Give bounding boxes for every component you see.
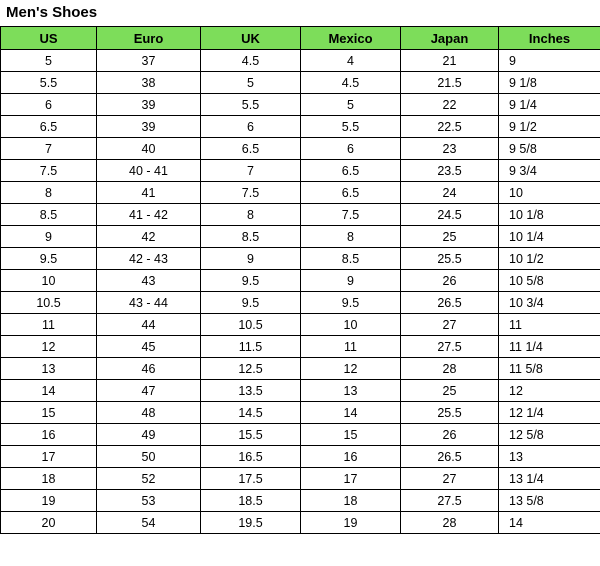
cell-uk: 5.5 [201,94,301,116]
cell-uk: 19.5 [201,512,301,534]
cell-uk: 6.5 [201,138,301,160]
table-row [1,490,600,512]
cell-euro: 37 [97,50,201,72]
cell-inches: 9 1/8 [499,72,600,94]
cell-uk: 12.5 [201,358,301,380]
table-row [1,160,600,182]
cell-inches: 9 1/2 [499,116,600,138]
cell-mexico: 15 [301,424,401,446]
cell-inches: 9 5/8 [499,138,600,160]
cell-uk: 9 [201,248,301,270]
cell-us: 7 [1,138,97,160]
cell-uk: 6 [201,116,301,138]
cell-euro: 44 [97,314,201,336]
cell-mexico: 14 [301,402,401,424]
table-row [1,116,600,138]
cell-euro: 43 - 44 [97,292,201,314]
cell-us: 6 [1,94,97,116]
cell-inches: 9 1/4 [499,94,600,116]
table-row [1,50,600,72]
column-header-inches: Inches [499,27,600,50]
cell-japan: 28 [401,358,499,380]
cell-japan: 27.5 [401,490,499,512]
cell-us: 18 [1,468,97,490]
cell-us: 5.5 [1,72,97,94]
cell-us: 16 [1,424,97,446]
cell-euro: 47 [97,380,201,402]
cell-uk: 15.5 [201,424,301,446]
cell-us: 7.5 [1,160,97,182]
table-row [1,512,600,534]
cell-inches: 13 1/4 [499,468,600,490]
cell-uk: 13.5 [201,380,301,402]
cell-inches: 11 5/8 [499,358,600,380]
cell-inches: 10 5/8 [499,270,600,292]
cell-inches: 10 [499,182,600,204]
cell-euro: 39 [97,94,201,116]
table-row [1,226,600,248]
cell-inches: 10 3/4 [499,292,600,314]
cell-mexico: 8 [301,226,401,248]
cell-us: 9 [1,226,97,248]
table-header-row [1,27,600,50]
cell-japan: 25 [401,380,499,402]
column-header-euro: Euro [97,27,201,50]
table-row [1,336,600,358]
cell-japan: 22 [401,94,499,116]
table-row [1,182,600,204]
cell-euro: 43 [97,270,201,292]
cell-us: 10 [1,270,97,292]
table-row [1,380,600,402]
table-row [1,314,600,336]
cell-mexico: 4 [301,50,401,72]
cell-japan: 22.5 [401,116,499,138]
table-row [1,248,600,270]
cell-us: 13 [1,358,97,380]
cell-mexico: 6 [301,138,401,160]
cell-uk: 5 [201,72,301,94]
cell-mexico: 5 [301,94,401,116]
cell-us: 8.5 [1,204,97,226]
table-row [1,446,600,468]
cell-uk: 8 [201,204,301,226]
column-header-japan: Japan [401,27,499,50]
cell-euro: 53 [97,490,201,512]
cell-euro: 45 [97,336,201,358]
cell-inches: 13 [499,446,600,468]
cell-japan: 23.5 [401,160,499,182]
cell-japan: 28 [401,512,499,534]
cell-mexico: 19 [301,512,401,534]
table-row [1,468,600,490]
cell-us: 17 [1,446,97,468]
cell-us: 10.5 [1,292,97,314]
cell-euro: 38 [97,72,201,94]
cell-mexico: 17 [301,468,401,490]
cell-mexico: 9.5 [301,292,401,314]
table-header [1,27,600,50]
cell-japan: 25.5 [401,248,499,270]
cell-euro: 39 [97,116,201,138]
cell-euro: 41 - 42 [97,204,201,226]
table-row [1,402,600,424]
cell-mexico: 16 [301,446,401,468]
cell-mexico: 10 [301,314,401,336]
cell-japan: 27.5 [401,336,499,358]
table-row [1,270,600,292]
cell-mexico: 13 [301,380,401,402]
cell-japan: 26.5 [401,446,499,468]
cell-uk: 4.5 [201,50,301,72]
cell-mexico: 6.5 [301,182,401,204]
cell-euro: 42 - 43 [97,248,201,270]
cell-japan: 24.5 [401,204,499,226]
cell-euro: 54 [97,512,201,534]
cell-euro: 40 - 41 [97,160,201,182]
cell-japan: 26 [401,424,499,446]
cell-uk: 8.5 [201,226,301,248]
cell-euro: 42 [97,226,201,248]
cell-mexico: 9 [301,270,401,292]
cell-mexico: 6.5 [301,160,401,182]
cell-uk: 9.5 [201,292,301,314]
cell-inches: 12 1/4 [499,402,600,424]
cell-uk: 11.5 [201,336,301,358]
cell-inches: 11 1/4 [499,336,600,358]
cell-inches: 14 [499,512,600,534]
page-title: Men's Shoes [6,4,98,21]
cell-mexico: 11 [301,336,401,358]
cell-japan: 23 [401,138,499,160]
column-header-mexico: Mexico [301,27,401,50]
cell-inches: 11 [499,314,600,336]
cell-euro: 48 [97,402,201,424]
cell-japan: 27 [401,314,499,336]
cell-japan: 26.5 [401,292,499,314]
cell-inches: 12 [499,380,600,402]
bottom-spacer [0,534,600,552]
cell-japan: 25.5 [401,402,499,424]
cell-euro: 49 [97,424,201,446]
cell-japan: 24 [401,182,499,204]
cell-mexico: 18 [301,490,401,512]
cell-us: 9.5 [1,248,97,270]
cell-inches: 10 1/2 [499,248,600,270]
cell-mexico: 8.5 [301,248,401,270]
cell-us: 6.5 [1,116,97,138]
cell-us: 11 [1,314,97,336]
column-header-uk: UK [201,27,301,50]
table-row [1,292,600,314]
cell-mexico: 5.5 [301,116,401,138]
cell-us: 14 [1,380,97,402]
cell-japan: 26 [401,270,499,292]
size-chart-table [0,26,600,534]
cell-inches: 9 3/4 [499,160,600,182]
cell-mexico: 12 [301,358,401,380]
cell-uk: 16.5 [201,446,301,468]
cell-us: 8 [1,182,97,204]
cell-uk: 14.5 [201,402,301,424]
cell-euro: 41 [97,182,201,204]
cell-us: 5 [1,50,97,72]
cell-uk: 9.5 [201,270,301,292]
cell-japan: 21.5 [401,72,499,94]
table-row [1,72,600,94]
cell-euro: 50 [97,446,201,468]
cell-euro: 40 [97,138,201,160]
cell-us: 20 [1,512,97,534]
table-row [1,204,600,226]
column-header-us: US [1,27,97,50]
cell-mexico: 4.5 [301,72,401,94]
table-row [1,94,600,116]
cell-inches: 10 1/4 [499,226,600,248]
table-row [1,358,600,380]
cell-uk: 10.5 [201,314,301,336]
cell-mexico: 7.5 [301,204,401,226]
table-body [1,50,600,534]
cell-inches: 12 5/8 [499,424,600,446]
cell-uk: 18.5 [201,490,301,512]
cell-euro: 46 [97,358,201,380]
table-row [1,138,600,160]
cell-us: 15 [1,402,97,424]
cell-us: 12 [1,336,97,358]
cell-uk: 17.5 [201,468,301,490]
cell-inches: 9 [499,50,600,72]
cell-japan: 27 [401,468,499,490]
cell-uk: 7 [201,160,301,182]
cell-japan: 21 [401,50,499,72]
cell-japan: 25 [401,226,499,248]
cell-euro: 52 [97,468,201,490]
table-row [1,424,600,446]
cell-uk: 7.5 [201,182,301,204]
cell-inches: 10 1/8 [499,204,600,226]
cell-us: 19 [1,490,97,512]
cell-inches: 13 5/8 [499,490,600,512]
